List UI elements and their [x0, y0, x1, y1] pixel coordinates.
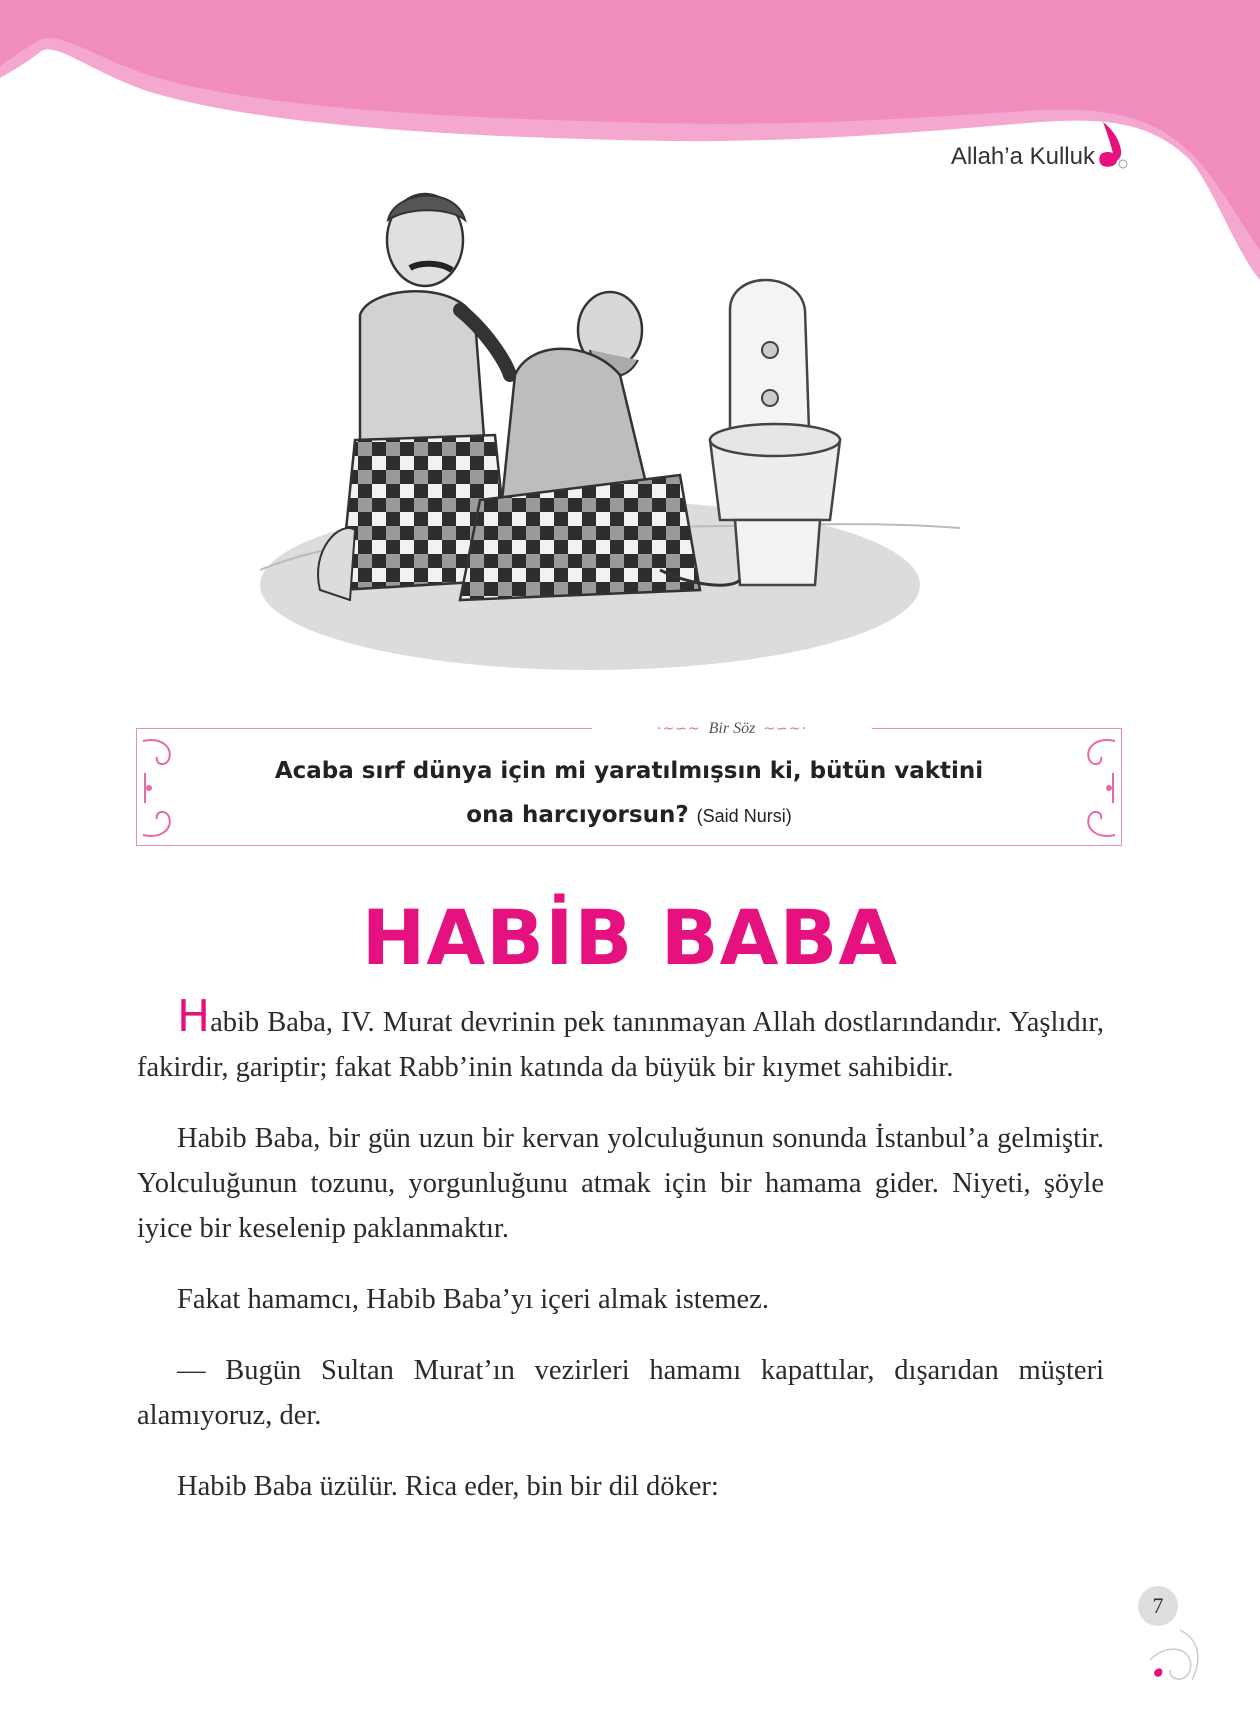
- paragraph-3: Fakat hamamcı, Habib Baba’yı içeri almak istemez.: [177, 1284, 769, 1315]
- paragraph-2: Habib Baba, bir gün uzun bir kervan yolculuğunun sonunda İstanbul’a gelmiştir. Yolculuğunun tozunu, yorgunluğunu atmak için bir hamama gider. Niyeti, şöyle iyice bir keselenip paklanmaktır.: [137, 1123, 1104, 1244]
- quote-tab: [592, 717, 872, 741]
- left-ornament-icon: [139, 733, 191, 843]
- hamam-illustration: [260, 190, 1020, 690]
- paragraph-5: Habib Baba üzülür. Rica eder, bin bir dil döker:: [177, 1471, 719, 1502]
- quill-icon: [1097, 120, 1131, 172]
- drop-cap: H: [177, 991, 211, 1042]
- section-title: Allah’a Kulluk: [950, 143, 1095, 170]
- page-number: 7: [1138, 1586, 1178, 1626]
- story-title: HABİB BABA: [361, 893, 899, 982]
- quote-line-1: Acaba sırf dünya için mi yaratılmışsın ki, bütün vaktini: [274, 758, 984, 784]
- paragraph-4: — Bugün Sultan Murat’ın vezirleri hamamı kapattılar, dışarıdan müşteri alamıyoruz, der.: [137, 1355, 1104, 1431]
- quote-text: [197, 749, 1061, 838]
- quote-line-2: [197, 793, 1061, 838]
- quote-box: [136, 720, 1122, 846]
- quote-line-2-text: ona harcıyorsun?: [466, 802, 689, 828]
- swirl-right-icon: ~∽~·: [763, 721, 807, 737]
- story-body: [137, 991, 1104, 1535]
- quote-author: (Said Nursi): [696, 806, 792, 826]
- right-ornament-icon: [1067, 733, 1119, 843]
- quote-tab-label: Bir Söz: [708, 720, 756, 737]
- paragraph-1: [137, 991, 1104, 1090]
- swirl-left-icon: ·~∽~: [657, 721, 701, 737]
- paragraph-1-text: abib Baba, IV. Murat devrinin pek tanınmayan Allah dostlarındandır. Yaşlıdır, fakirdir, gariptir; fakat Rabb’inin katında da büyük bir kıymet sahibidir.: [137, 1007, 1104, 1083]
